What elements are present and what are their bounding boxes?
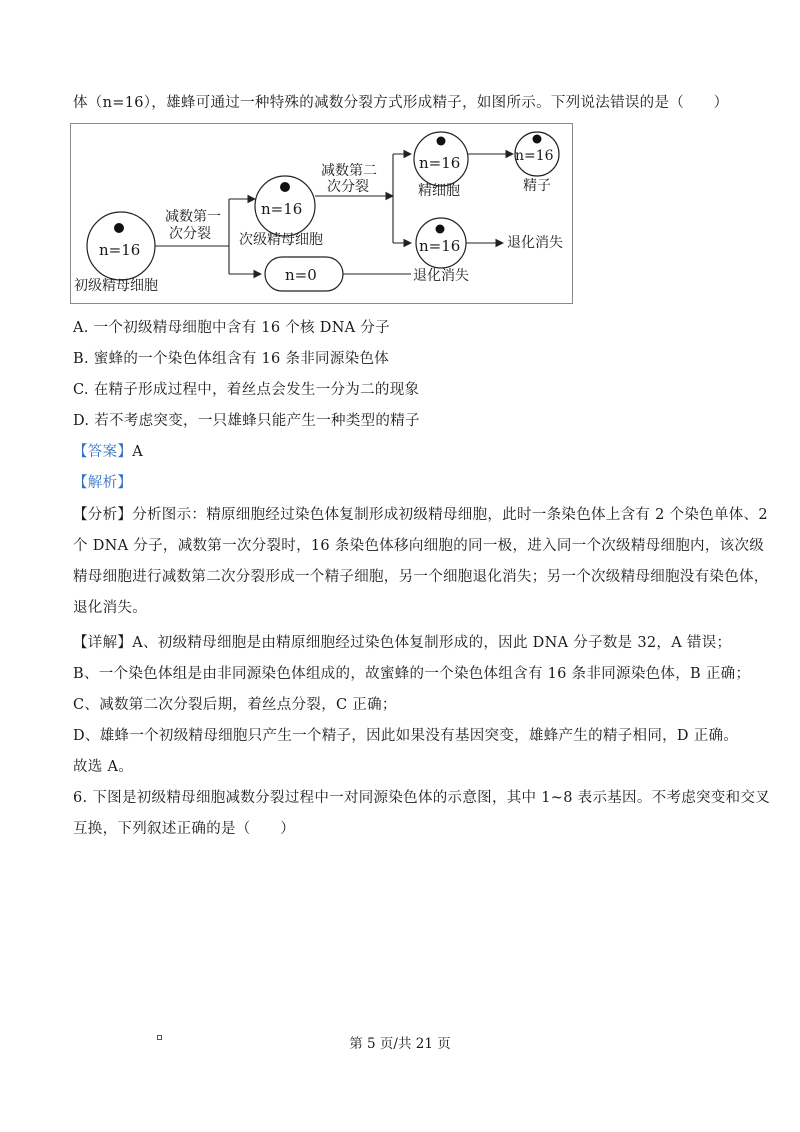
meiosis2-label-b: 次分裂 <box>327 179 369 195</box>
option-a: A. 一个初级精母细胞中含有 16 个核 DNA 分子 <box>73 320 390 336</box>
analysis-line-4: 退化消失。 <box>73 600 147 616</box>
option-c: C. 在精子形成过程中，着丝点会发生一分为二的现象 <box>73 382 420 398</box>
option-b: B. 蜜蜂的一个染色体组含有 16 条非同源染色体 <box>73 351 390 367</box>
answer-value: A <box>132 444 143 460</box>
primary-nucleus-dot <box>114 223 124 233</box>
sperm-cell-label: 精子 <box>523 178 551 194</box>
detail-line-5: 故选 A。 <box>73 759 134 775</box>
primary-cell-label: 初级精母细胞 <box>74 278 158 294</box>
analysis-label: 【分析】 <box>73 507 133 523</box>
detail-label: 【详解】 <box>73 635 133 651</box>
spermatid-cell-label: 精细胞 <box>418 183 460 199</box>
option-d: D. 若不考虑突变，一只雄蜂只能产生一种类型的精子 <box>73 413 420 429</box>
empty-cell-fate: 退化消失 <box>413 268 469 284</box>
detail-text-1: A、初级精母细胞是由精原细胞经过染色体复制形成的，因此 DNA 分子数是 32，A 错误； <box>132 635 732 651</box>
question6-line-1: 6. 下图是初级精母细胞减数分裂过程中一对同源染色体的示意图，其中 1~8 表示基因。不考虑突变和交叉 <box>73 790 771 806</box>
meiosis1-label-b: 次分裂 <box>169 226 211 242</box>
primary-cell-count: n=16 <box>99 241 141 259</box>
spermatid-nucleus-dot <box>437 137 446 146</box>
sperm-cell-count: n=16 <box>515 148 554 164</box>
degenerate-cell-fate: 退化消失 <box>507 235 563 251</box>
answer-line <box>73 442 143 462</box>
degenerate-cell-count: n=16 <box>419 237 461 255</box>
detail-line-1 <box>73 633 731 653</box>
secondary-nucleus-dot <box>280 182 290 192</box>
detail-line-2: B、一个染色体组是由非同源染色体组成的，故蜜蜂的一个染色体组含有 16 条非同源染色体，B 正确； <box>73 666 751 682</box>
spermatid-cell-count: n=16 <box>419 154 461 172</box>
sperm-nucleus-dot <box>533 135 542 144</box>
question-stem: 体（n=16），雄蜂可通过一种特殊的减数分裂方式形成精子，如图所示。下列说法错误的是（ ） <box>73 95 729 111</box>
analysis-text-1: 分析图示：精原细胞经过染色体复制形成初级精母细胞，此时一条染色体上含有 2 个染色单体、2 <box>132 507 768 523</box>
analysis-line-2: 个 DNA 分子，减数第一次分裂时，16 条染色体移向细胞的同一极，进入同一个次级精母细胞内，该次级 <box>73 538 765 554</box>
analysis-line-1 <box>73 505 768 525</box>
question6-line-2: 互换，下列叙述正确的是（ ） <box>73 821 295 837</box>
meiosis-figure <box>70 123 573 304</box>
answer-tag: 【答案】 <box>73 444 133 460</box>
secondary-cell-count: n=16 <box>261 200 303 218</box>
empty-cell-count: n=0 <box>285 266 317 284</box>
page-number: 第 5 页/共 21 页 <box>349 1036 451 1052</box>
meiosis2-label-a: 减数第二 <box>321 163 377 179</box>
meiosis1-label-a: 减数第一 <box>165 209 221 225</box>
analysis-tag: 【解析】 <box>73 475 133 491</box>
analysis-line-3: 精母细胞进行减数第二次分裂形成一个精子细胞，另一个细胞退化消失；另一个次级精母细胞没有染色体， <box>73 569 769 585</box>
degenerate-nucleus-dot <box>436 225 445 234</box>
detail-line-3: C、减数第二次分裂后期，着丝点分裂，C 正确； <box>73 697 397 713</box>
detail-line-4: D、雄蜂一个初级精母细胞只产生一个精子，因此如果没有基因突变，雄蜂产生的精子相同，D 正确。 <box>73 728 739 744</box>
secondary-cell-label: 次级精母细胞 <box>239 232 323 248</box>
